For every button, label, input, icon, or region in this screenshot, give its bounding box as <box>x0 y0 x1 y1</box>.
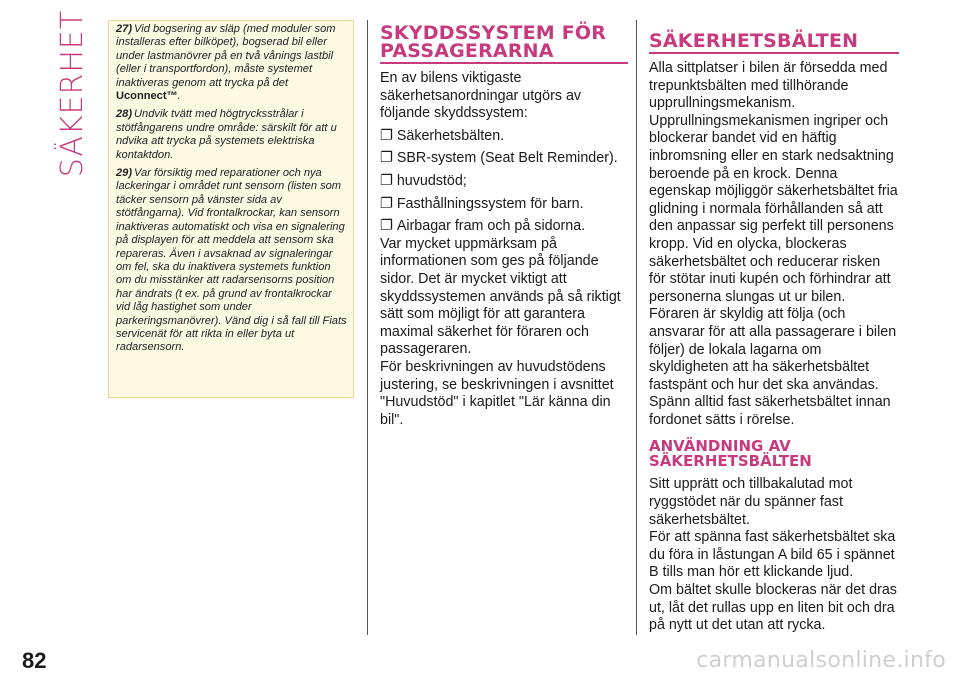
section-side-tab <box>55 9 91 177</box>
body-paragraph: Alla sittplatser i bilen är försedda med trepunktsbälten med tillhörande upprullningsmekanism. <box>649 60 888 112</box>
list-item: ❐ SBR-system (Seat Belt Reminder). <box>380 150 618 167</box>
body-paragraph: Sitt upprätt och tillbakalutad mot ryggstödet när du spänner fast säkerhetsbältet. <box>649 476 853 528</box>
heading-underline <box>380 62 628 64</box>
checkbox-bullet-icon: ❐ <box>380 218 393 235</box>
section-side-tab-label: SÄKERHET <box>55 9 91 177</box>
column-divider <box>636 20 637 635</box>
body-paragraph: Var mycket uppmärksam på informationen som ges på följande sidor. Det är mycket viktigt att skyddssystemen används på så riktigt sätt som möjligt för att garantera maximal säkerhet för föraren och passageraren. <box>380 235 621 358</box>
list-item: ❐ Fasthållningssystem för barn. <box>380 195 584 212</box>
list-item: ❐ Airbagar fram och på sidorna. <box>380 218 586 235</box>
watermark: carmanualsonline.info <box>696 648 946 673</box>
protection-systems-heading: SKYDDSSYSTEM FÖR PASSAGERARNA <box>380 22 607 62</box>
list-item: ❐ huvudstöd; <box>380 172 467 189</box>
note-27: 27) Vid bogsering av släp (med moduler som installeras efter bilköpet), bogserad bil eller under lastmanövrer på en två vånings lastbil (eller i transportfordon), måste systemet inaktiveras genom att trycka på det Uconnect™. <box>116 23 336 103</box>
seat-belts-column <box>649 24 899 635</box>
body-paragraph: Föraren är skyldig att följa (och ansvarar för att alla passagerare i bilen följer) de lokala lagarna om skyldigheten att ha säkerhetsbältet fastspänt och hur det ska användas. <box>649 306 897 393</box>
heading-underline <box>649 52 899 54</box>
column-divider <box>367 20 368 635</box>
checkbox-bullet-icon: ❐ <box>380 195 393 212</box>
protection-systems-column <box>380 24 628 429</box>
intro-text: En av bilens viktigaste säkerhetsanordningar utgörs av följande skyddssystem: <box>380 70 582 122</box>
body-paragraph: Spänn alltid fast säkerhetsbältet innan fordonet sätts i rörelse. <box>649 394 891 428</box>
seat-belts-heading: SÄKERHETSBÄLTEN <box>649 30 859 52</box>
checkbox-bullet-icon: ❐ <box>380 127 393 144</box>
body-paragraph: För beskrivningen av huvudstödens justering, se beskrivningen i avsnittet "Huvudstöd" i kapitlet "Lär känna din bil". <box>380 358 614 428</box>
usage-subheading: ANVÄNDNING AV SÄKERHETSBÄLTEN <box>649 437 812 470</box>
checkbox-bullet-icon: ❐ <box>380 150 393 167</box>
body-paragraph: För att spänna fast säkerhetsbältet ska du föra in låstungan A bild 65 i spännet B tills man hör ett klickande ljud. <box>649 529 896 581</box>
checkbox-bullet-icon: ❐ <box>380 172 393 189</box>
body-paragraph: Om bältet skulle blockeras när det dras ut, låt det rullas upp en liten bit och dra på nytt ut det utan att rycka. <box>649 582 897 634</box>
note-28: 28) Undvik tvätt med högtrycksstrålar i stötfångarens undre område: särskilt för att u ndvika att trycka på systemets elektriska kontaktdon. <box>116 108 337 161</box>
notes-box <box>108 20 354 398</box>
body-paragraph: Upprullningsmekanismen ingriper och blockerar bandet vid en häftig inbromsning eller en stark nedsaktning beroende på en krock. Denna egenskap möjliggör säkerhetsbältet fria glidning i normala förhållanden så att den anpassar sig perfekt till personens kropp. Vid en olycka, blockeras säkerhetsbältet och reducerar risken för stötar inuti kupén och förhindrar att personerna slungas ut ur bilen. <box>649 112 898 305</box>
page-number: 82 <box>22 648 47 673</box>
note-29: 29) Var försiktig med reparationer och nya lackeringar i området runt sensorn (listen som täcker sensorn på vänster sida av stötfångarna). Vid frontalkrockar, kan sensorn inaktiveras automatiskt och visa en signalering på displayen för att meddela att sensorn ska repareras. Även i avsaknad av signaleringar om fel, ska du inaktivera systemets funktion om du misstänker att radarsensorns position har ändrats (t ex. på grund av frontalkrockar vid låg hastighet som under parkeringsmanövrer). Vänd dig i så fall till Fiats servicenät för att rikta in eller byta ut radarsensorn. <box>116 167 347 354</box>
list-item: ❐ Säkerhetsbälten. <box>380 127 505 144</box>
